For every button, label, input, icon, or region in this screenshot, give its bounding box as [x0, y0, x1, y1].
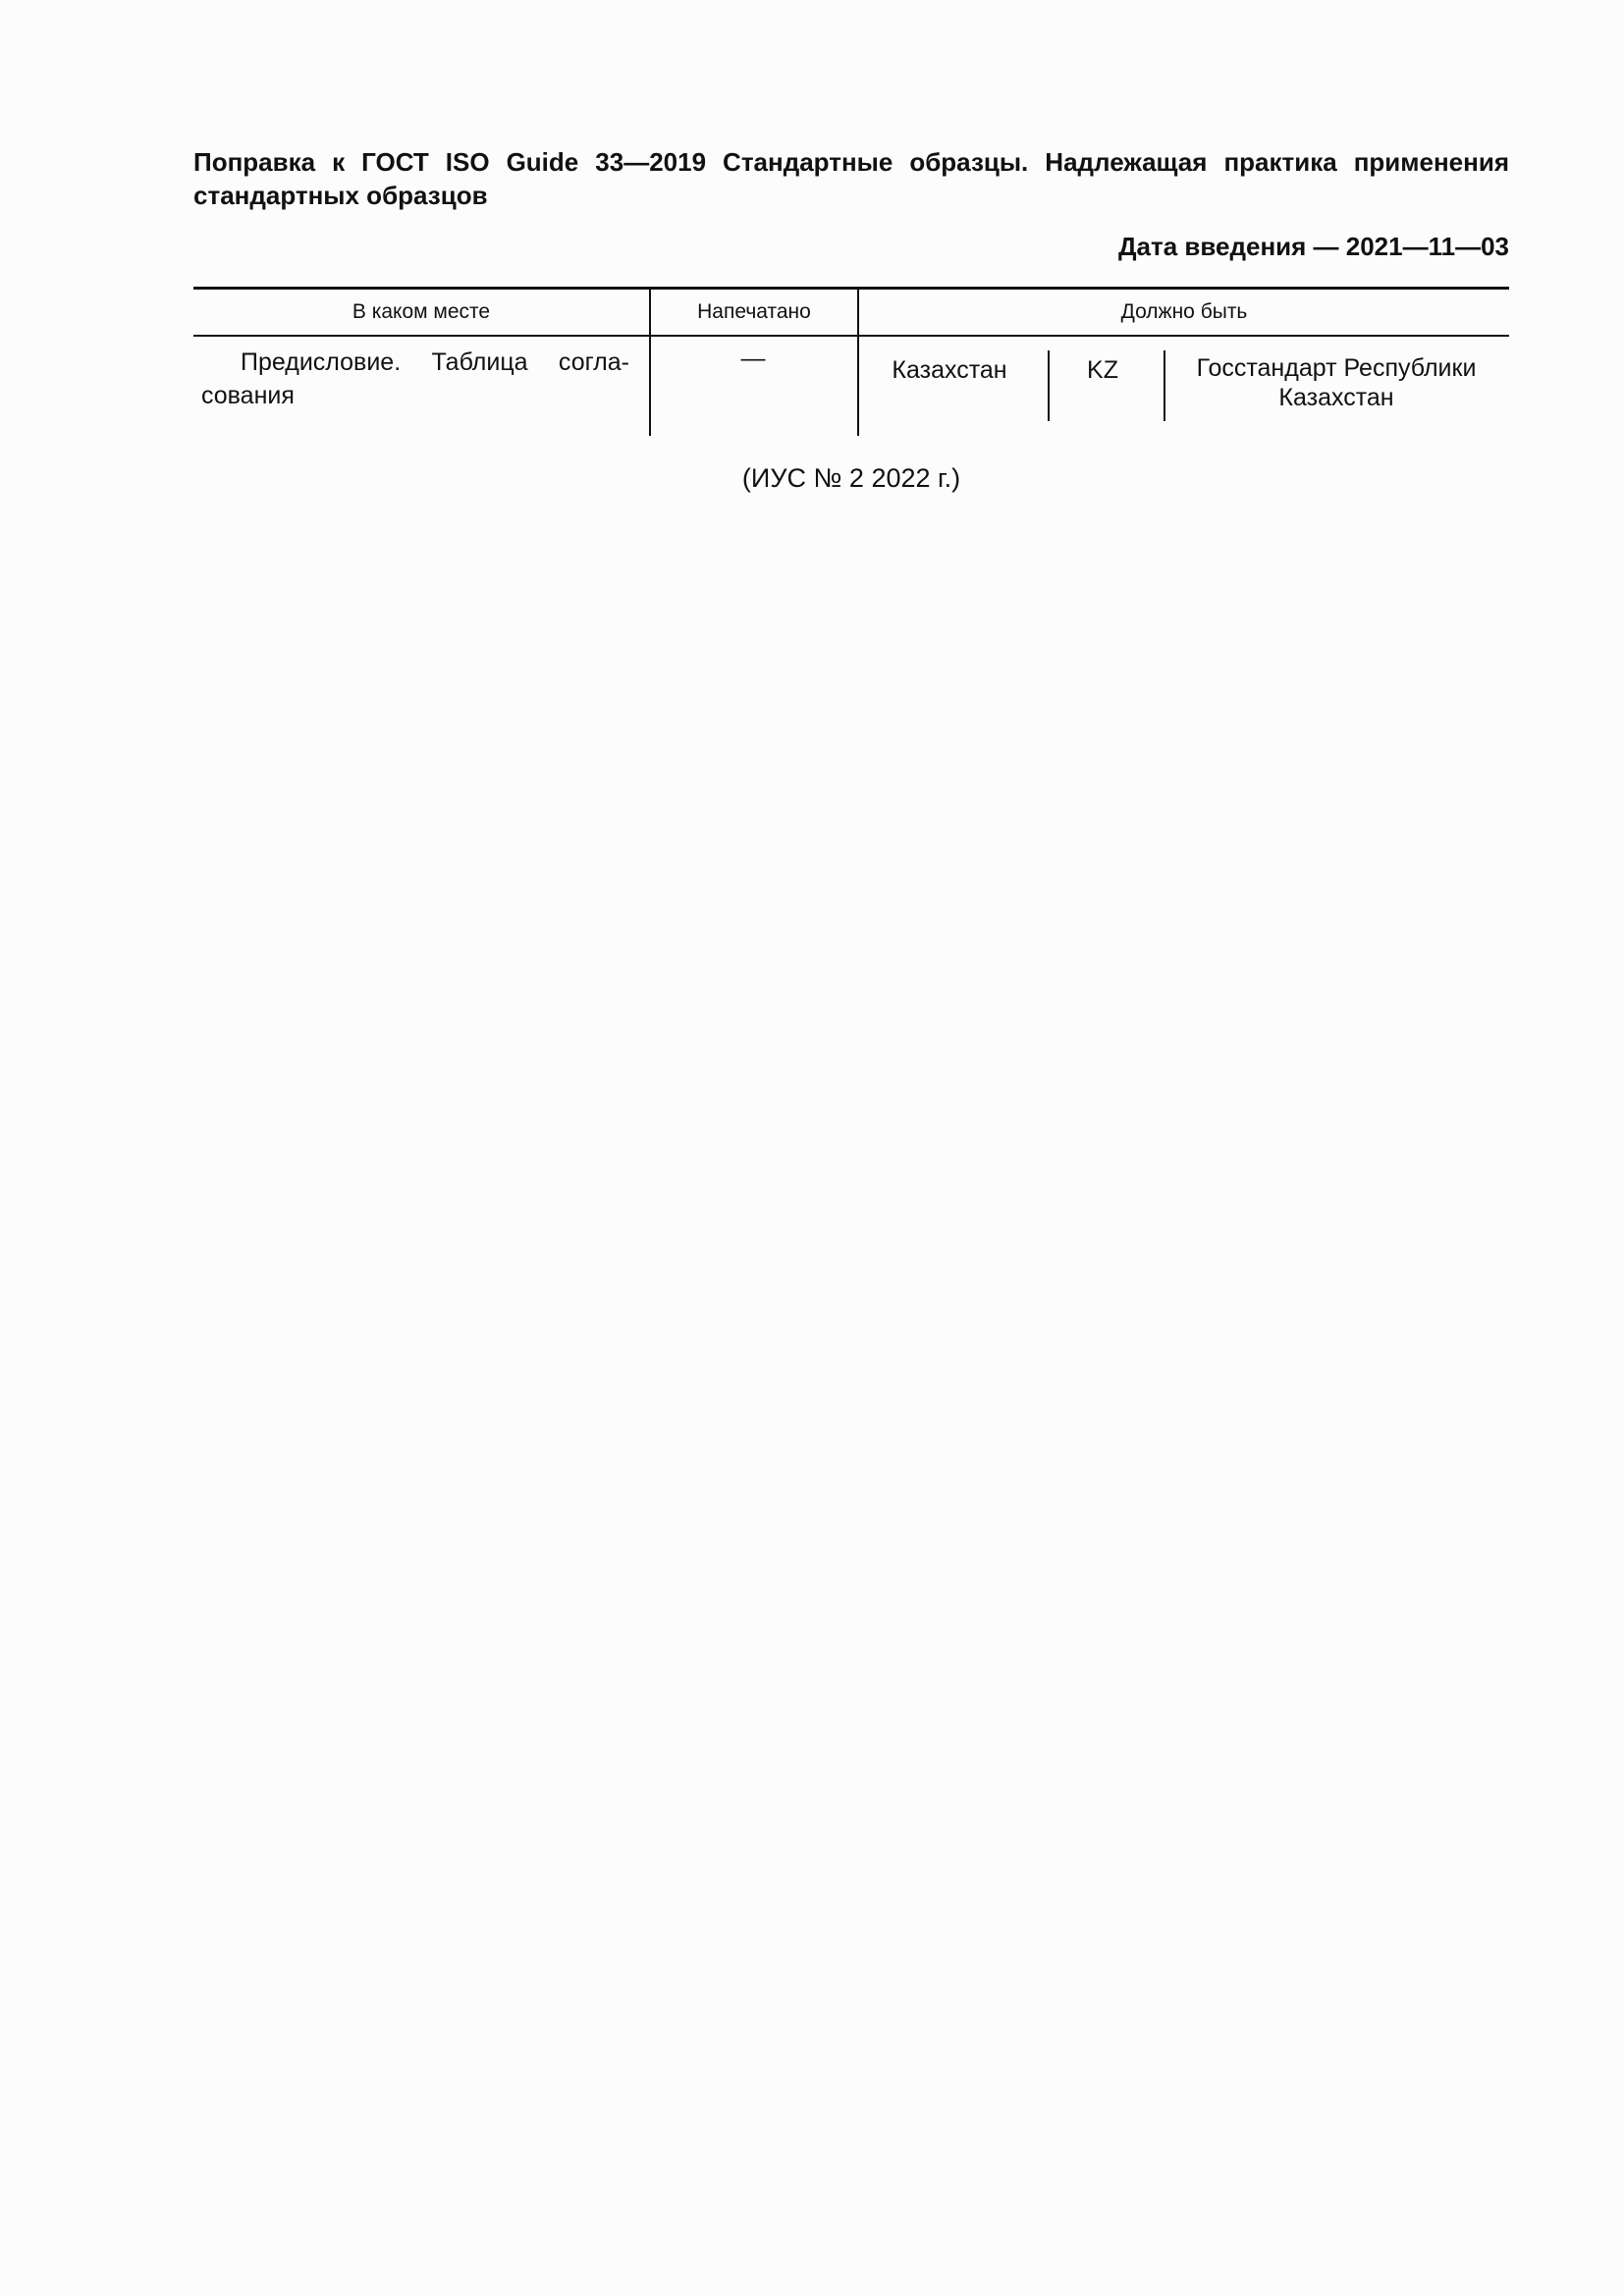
header-where: В каком месте: [352, 300, 491, 323]
cell-printed: —: [740, 345, 766, 372]
cell-where: Предисловие. Таблица согла-сования: [201, 348, 629, 409]
amendment-title: Поправка к ГОСТ ISO Guide 33—2019 Стандартные образцы. Надлежащая практика применения стандартных образцов: [193, 147, 1509, 210]
cell-organization: Госстандарт Республики Казахстан: [1196, 354, 1477, 411]
cell-country-code: KZ: [1087, 356, 1118, 384]
effective-date: Дата введения — 2021—11—03: [1118, 232, 1509, 261]
table-header-rule: [193, 335, 1509, 337]
header-printed: Напечатано: [697, 300, 811, 323]
cell-country: Казахстан: [892, 356, 1007, 384]
publication-source: (ИУС № 2 2022 г.): [741, 463, 961, 493]
amendment-table: [193, 287, 1509, 436]
header-should-be: Должно быть: [1120, 300, 1248, 323]
